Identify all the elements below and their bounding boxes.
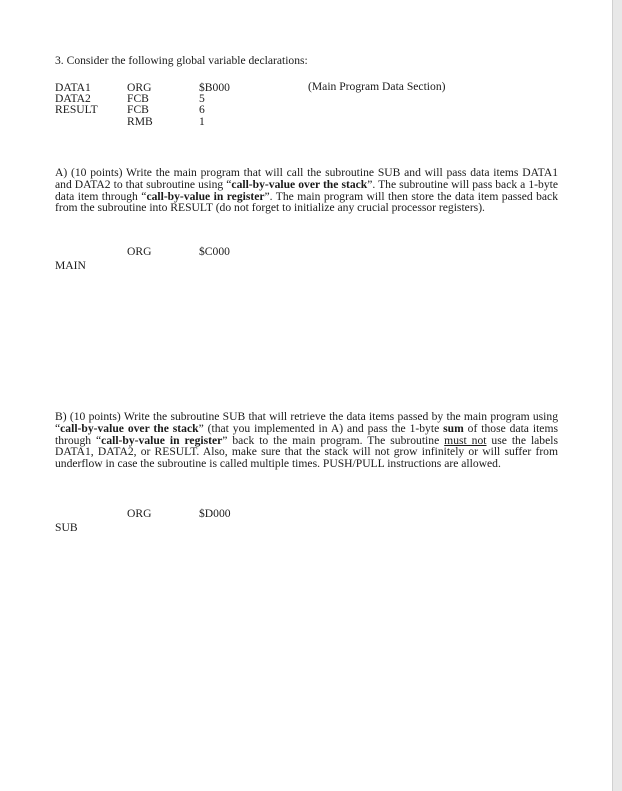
part-b-bold: sum bbox=[443, 421, 464, 435]
declaration-arg: 5 bbox=[199, 92, 205, 106]
part-b-text: ” back to the main program. The subroutine bbox=[222, 433, 445, 447]
question-intro: 3. Consider the following global variable declarations: bbox=[55, 54, 308, 67]
part-b-text: B) (10 points) Write the subroutine SUB that will retrieve the data items passed by the main program using “ bbox=[55, 410, 558, 435]
declaration-op: ORG bbox=[127, 81, 152, 94]
declaration-label: DATA1 bbox=[55, 81, 91, 94]
declaration-args bbox=[199, 82, 230, 127]
main-label: MAIN bbox=[55, 259, 86, 272]
data-section-comment: (Main Program Data Section) bbox=[308, 80, 446, 93]
declaration-arg: 6 bbox=[199, 103, 205, 117]
part-b-bold: call-by-value in register bbox=[101, 433, 223, 447]
part-a-paragraph bbox=[55, 167, 558, 214]
part-b-underline: must not bbox=[444, 433, 487, 447]
part-a-bold: call-by-value in register bbox=[146, 189, 265, 203]
part-b-address: $D000 bbox=[199, 507, 231, 520]
part-b-text: of those data items through “ bbox=[55, 421, 558, 447]
declaration-label: DATA2 bbox=[55, 92, 91, 106]
part-a-text: ”. The main program will then store the data item passed back from the subroutine into RESULT (do not forget to initialize any crucial processor registers). bbox=[55, 189, 558, 215]
part-a-address: $C000 bbox=[199, 245, 230, 258]
part-a-org: ORG bbox=[127, 245, 152, 258]
declaration-arg: 1 bbox=[199, 114, 205, 128]
part-a-text: A) (10 points) Write the main program that will call the subroutine SUB and will pass data items DATA1 and DATA2 to that subroutine using “ bbox=[55, 166, 558, 191]
part-b-bold: call-by-value over the stack bbox=[60, 421, 199, 435]
sub-label: SUB bbox=[55, 521, 78, 534]
part-a-text: ”. The subroutine will pass back a 1-byte data item through “ bbox=[55, 177, 558, 203]
declaration-op: FCB bbox=[127, 103, 149, 117]
part-a-bold: call-by-value over the stack bbox=[231, 177, 368, 191]
part-b-paragraph bbox=[55, 411, 558, 470]
part-b-text: use the labels DATA1, DATA2, or RESULT. Also, make sure that the stack will not grow infinitely or will suffer from underflow in case the subroutine is called multiple times. PUSH/PULL instructions are allowed. bbox=[55, 433, 558, 471]
part-b-org: ORG bbox=[127, 507, 152, 520]
declaration-label: RESULT bbox=[55, 103, 98, 117]
declaration-op: FCB bbox=[127, 92, 149, 106]
declaration-op: RMB bbox=[127, 114, 153, 128]
declaration-arg: $B000 bbox=[199, 81, 230, 94]
declaration-labels bbox=[55, 82, 98, 116]
declaration-ops bbox=[127, 82, 153, 127]
part-b-text: ” (that you implemented in A) and pass the 1-byte bbox=[198, 421, 444, 435]
